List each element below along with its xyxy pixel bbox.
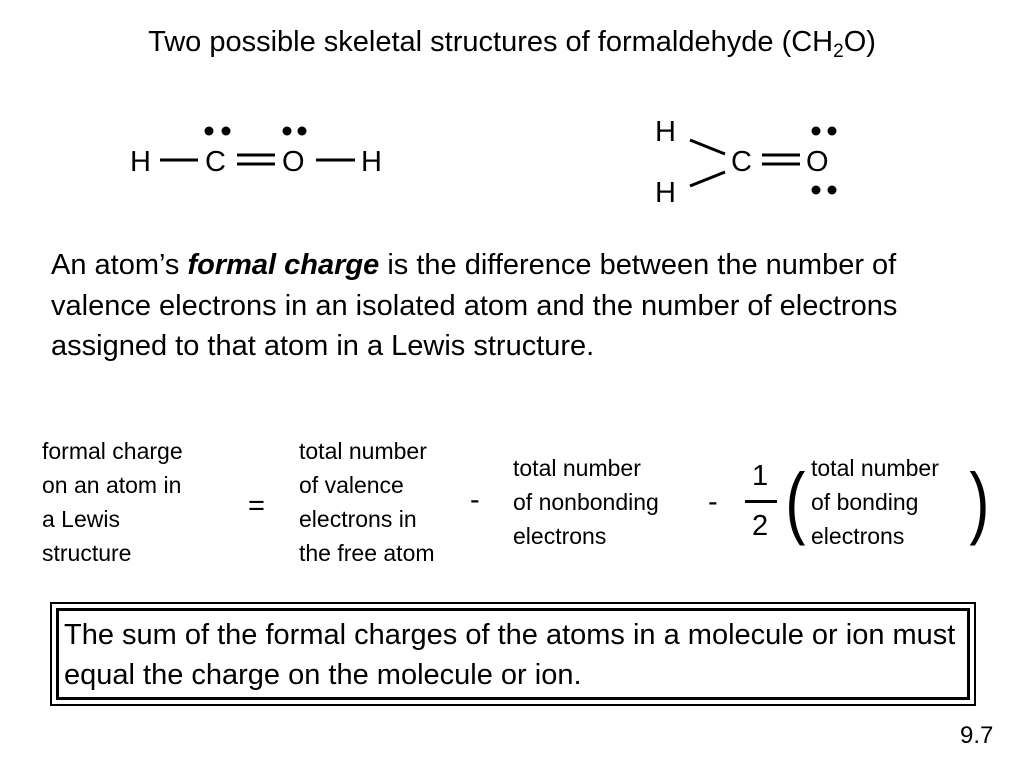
left-atom-o: O (282, 146, 305, 178)
left-o-lone-pair-dot-1 (283, 127, 292, 136)
definition-term: formal charge (187, 249, 380, 281)
equation-term-valence-line: the free atom (299, 540, 435, 566)
equation-term-valence-line: electrons in (299, 506, 417, 532)
equation-term-valence-line: total number (299, 438, 427, 464)
equation-lhs-line: formal charge (42, 438, 183, 464)
definition-after: is the difference between the number of valence electrons in an isolated atom and the number of electrons assigned to that atom in a Lewis structure. (51, 249, 898, 362)
left-c-lone-pair-dot-2 (222, 127, 231, 136)
fraction-denominator: 2 (752, 510, 769, 542)
right-o-lone-pair-bottom-dot-1 (812, 186, 821, 195)
equation-term-valence (299, 434, 435, 570)
title-prefix: Two possible skeletal structures of formaldehyde (CH (148, 26, 834, 58)
right-o-lone-pair-top-dot-1 (812, 127, 821, 136)
fraction-bar (745, 500, 777, 503)
title-suffix: O) (843, 26, 876, 58)
equation-term-bonding-line: of bonding (811, 489, 919, 515)
right-o-lone-pair-bottom-dot-2 (828, 186, 837, 195)
equation-term-nonbonding-line: total number (513, 455, 641, 481)
right-atom-o: O (806, 146, 829, 178)
fraction-numerator: 1 (752, 460, 769, 492)
formal-charge-definition (51, 245, 951, 367)
equation-lhs-line: on an atom in (42, 472, 182, 498)
equation-term-valence-line: of valence (299, 472, 404, 498)
left-atom-h2: H (361, 146, 382, 178)
close-parenthesis: ) (969, 457, 990, 546)
equals-sign: = (248, 490, 265, 522)
left-c-lone-pair-dot-1 (205, 127, 214, 136)
equation-term-nonbonding (513, 451, 659, 553)
slide-number: 9.7 (960, 722, 994, 749)
equation-term-bonding-line: total number (811, 455, 939, 481)
right-atom-c: C (731, 146, 752, 178)
open-parenthesis: ( (785, 457, 806, 546)
right-atom-h-bottom: H (655, 177, 676, 209)
equation-term-bonding-line: electrons (811, 523, 905, 549)
left-atom-c: C (205, 146, 226, 178)
equation-term-nonbonding-line: of nonbonding (513, 489, 659, 515)
right-bond-htop-c (690, 140, 725, 154)
title-subscript: 2 (833, 41, 844, 62)
right-o-lone-pair-top-dot-2 (828, 127, 837, 136)
minus-sign-2: - (708, 486, 718, 518)
right-atom-h-top: H (655, 116, 676, 148)
equation-lhs (42, 434, 183, 570)
right-bond-hbottom-c (690, 172, 725, 186)
definition-before: An atom’s (51, 249, 188, 281)
equation-lhs-line: structure (42, 540, 132, 566)
formal-charge-sum-rule: The sum of the formal charges of the atoms in a molecule or ion must equal the charge on the molecule or ion. (64, 619, 956, 691)
left-atom-h1: H (130, 146, 151, 178)
left-o-lone-pair-dot-2 (298, 127, 307, 136)
minus-sign-1: - (470, 484, 480, 516)
equation-lhs-line: a Lewis (42, 506, 120, 532)
slide-title (0, 26, 1024, 62)
equation-term-nonbonding-line: electrons (513, 523, 607, 549)
equation-term-bonding (811, 451, 939, 553)
